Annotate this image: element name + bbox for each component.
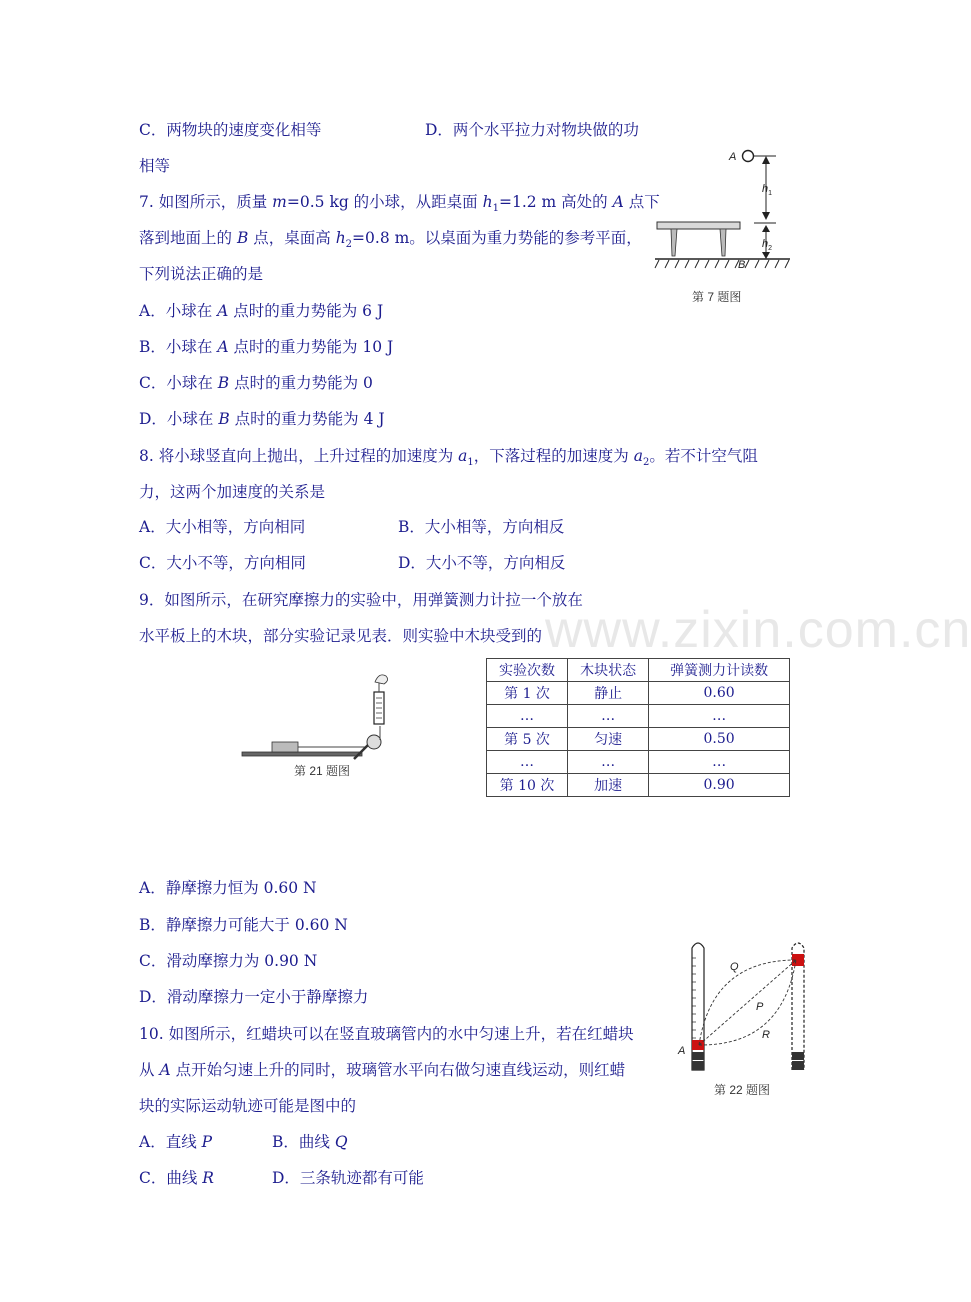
table-header: 弹簧测力计读数 xyxy=(649,659,790,682)
table-header: 木块状态 xyxy=(568,659,649,682)
q6-option-d-cont: 相等 xyxy=(139,157,171,175)
table-header: 实验次数 xyxy=(487,659,568,682)
q10-option-d: D．三条轨迹都有可能 xyxy=(272,1169,424,1187)
q10-option-c: C．曲线 R xyxy=(139,1169,214,1187)
q10-line-3: 块的实际运动轨迹可能是图中的 xyxy=(139,1097,357,1115)
table-row: 第 5 次 匀速 0.50 xyxy=(487,728,790,751)
q10-figure xyxy=(672,938,812,1073)
q9-option-d: D．滑动摩擦力一定小于静摩擦力 xyxy=(139,988,369,1006)
q8-option-d: D．大小不等，方向相反 xyxy=(398,554,566,572)
ball-icon xyxy=(743,151,754,162)
q10-option-b: B．曲线 Q xyxy=(272,1133,348,1151)
q6-option-d: D．两个水平拉力对物块做的功 xyxy=(425,121,639,139)
q9-option-b: B．静摩擦力可能大于 0.60 N xyxy=(139,916,348,934)
q10-option-a: A．直线 P xyxy=(139,1133,213,1151)
red-wax-block-start xyxy=(692,1040,704,1050)
q9-option-a: A．静摩擦力恒为 0.60 N xyxy=(139,879,317,897)
svg-text:R: R xyxy=(762,1029,770,1041)
q7-option-b: B．小球在 A 点时的重力势能为 10 J xyxy=(139,338,394,356)
q9-caption: 第 21 题图 xyxy=(294,764,351,778)
q9-line-2: 水平板上的木块，部分实验记录见表．则实验中木块受到的 xyxy=(139,627,543,645)
table-row: … … … xyxy=(487,705,790,728)
q10-line-1: 10. 如图所示，红蜡块可以在竖直玻璃管内的水中匀速上升，若在红蜡块 xyxy=(139,1025,634,1043)
q6-option-c: C．两物块的速度变化相等 xyxy=(139,121,322,139)
pulley-icon xyxy=(367,735,381,749)
q7-caption: 第 7 题图 xyxy=(692,290,742,304)
q7-option-c: C．小球在 B 点时的重力势能为 0 xyxy=(139,374,373,392)
svg-text:A: A xyxy=(678,1045,686,1057)
fig7-label-h2: $h_2$ xyxy=(762,238,773,252)
svg-text:Q: Q xyxy=(730,961,739,973)
record-table xyxy=(486,658,790,797)
q7-option-d: D．小球在 B 点时的重力势能为 4 J xyxy=(139,410,385,428)
q8-option-c: C．大小不等，方向相同 xyxy=(139,554,306,572)
watermark: www.zixin.com.cn xyxy=(545,601,971,659)
desk-top xyxy=(657,222,740,229)
q10-caption: 第 22 题图 xyxy=(714,1083,771,1097)
fig7-label-b: B xyxy=(738,259,746,271)
q8-option-a: A．大小相等，方向相同 xyxy=(139,518,306,536)
q8-line-1: 8. 将小球竖直向上抛出，上升过程的加速度为 $a_1$，下落过程的加速度为 $a_2$。若不计空气阻 xyxy=(139,447,758,469)
board xyxy=(242,752,362,756)
fig7-label-a: A xyxy=(729,151,737,163)
trajectory-q xyxy=(699,960,796,1045)
trajectory-r xyxy=(699,960,796,1045)
q9-figure xyxy=(238,668,403,763)
hand-icon xyxy=(375,675,388,684)
q7-line-1: 7. 如图所示，质量 m=0.5 kg 的小球，从距桌面 $h_1=1.2$ m 高处的 A 点下 xyxy=(139,193,660,215)
svg-text:P: P xyxy=(756,1001,764,1013)
table-row: … … … xyxy=(487,751,790,774)
glass-tube-left xyxy=(692,943,704,1070)
table-header-row xyxy=(487,659,790,682)
wood-block xyxy=(272,742,298,752)
q7-option-a: A．小球在 A 点时的重力势能为 6 J xyxy=(139,302,384,320)
q7-line-3: 下列说法正确的是 xyxy=(139,265,264,283)
q7-figure xyxy=(650,140,800,275)
q9-option-c: C．滑动摩擦力为 0.90 N xyxy=(139,952,318,970)
q7-line-2: 落到地面上的 B 点，桌面高 $h_2=0.8$ m。以桌面为重力势能的参考平面， xyxy=(139,229,642,251)
q9-line-1: 9．如图所示，在研究摩擦力的实验中，用弹簧测力计拉一个放在 xyxy=(139,591,583,609)
table-row: 第 1 次 静止 0.60 xyxy=(487,682,790,705)
trajectory-p xyxy=(699,960,796,1045)
table-row: 第 10 次 加速 0.90 xyxy=(487,774,790,797)
fig7-label-h1: $h_1$ xyxy=(762,183,773,197)
q10-line-2: 从 A 点开始匀速上升的同时，玻璃管水平向右做匀速直线运动，则红蜡 xyxy=(139,1061,626,1079)
q8-option-b: B．大小相等，方向相反 xyxy=(398,518,565,536)
q8-line-2: 力，这两个加速度的关系是 xyxy=(139,483,326,501)
